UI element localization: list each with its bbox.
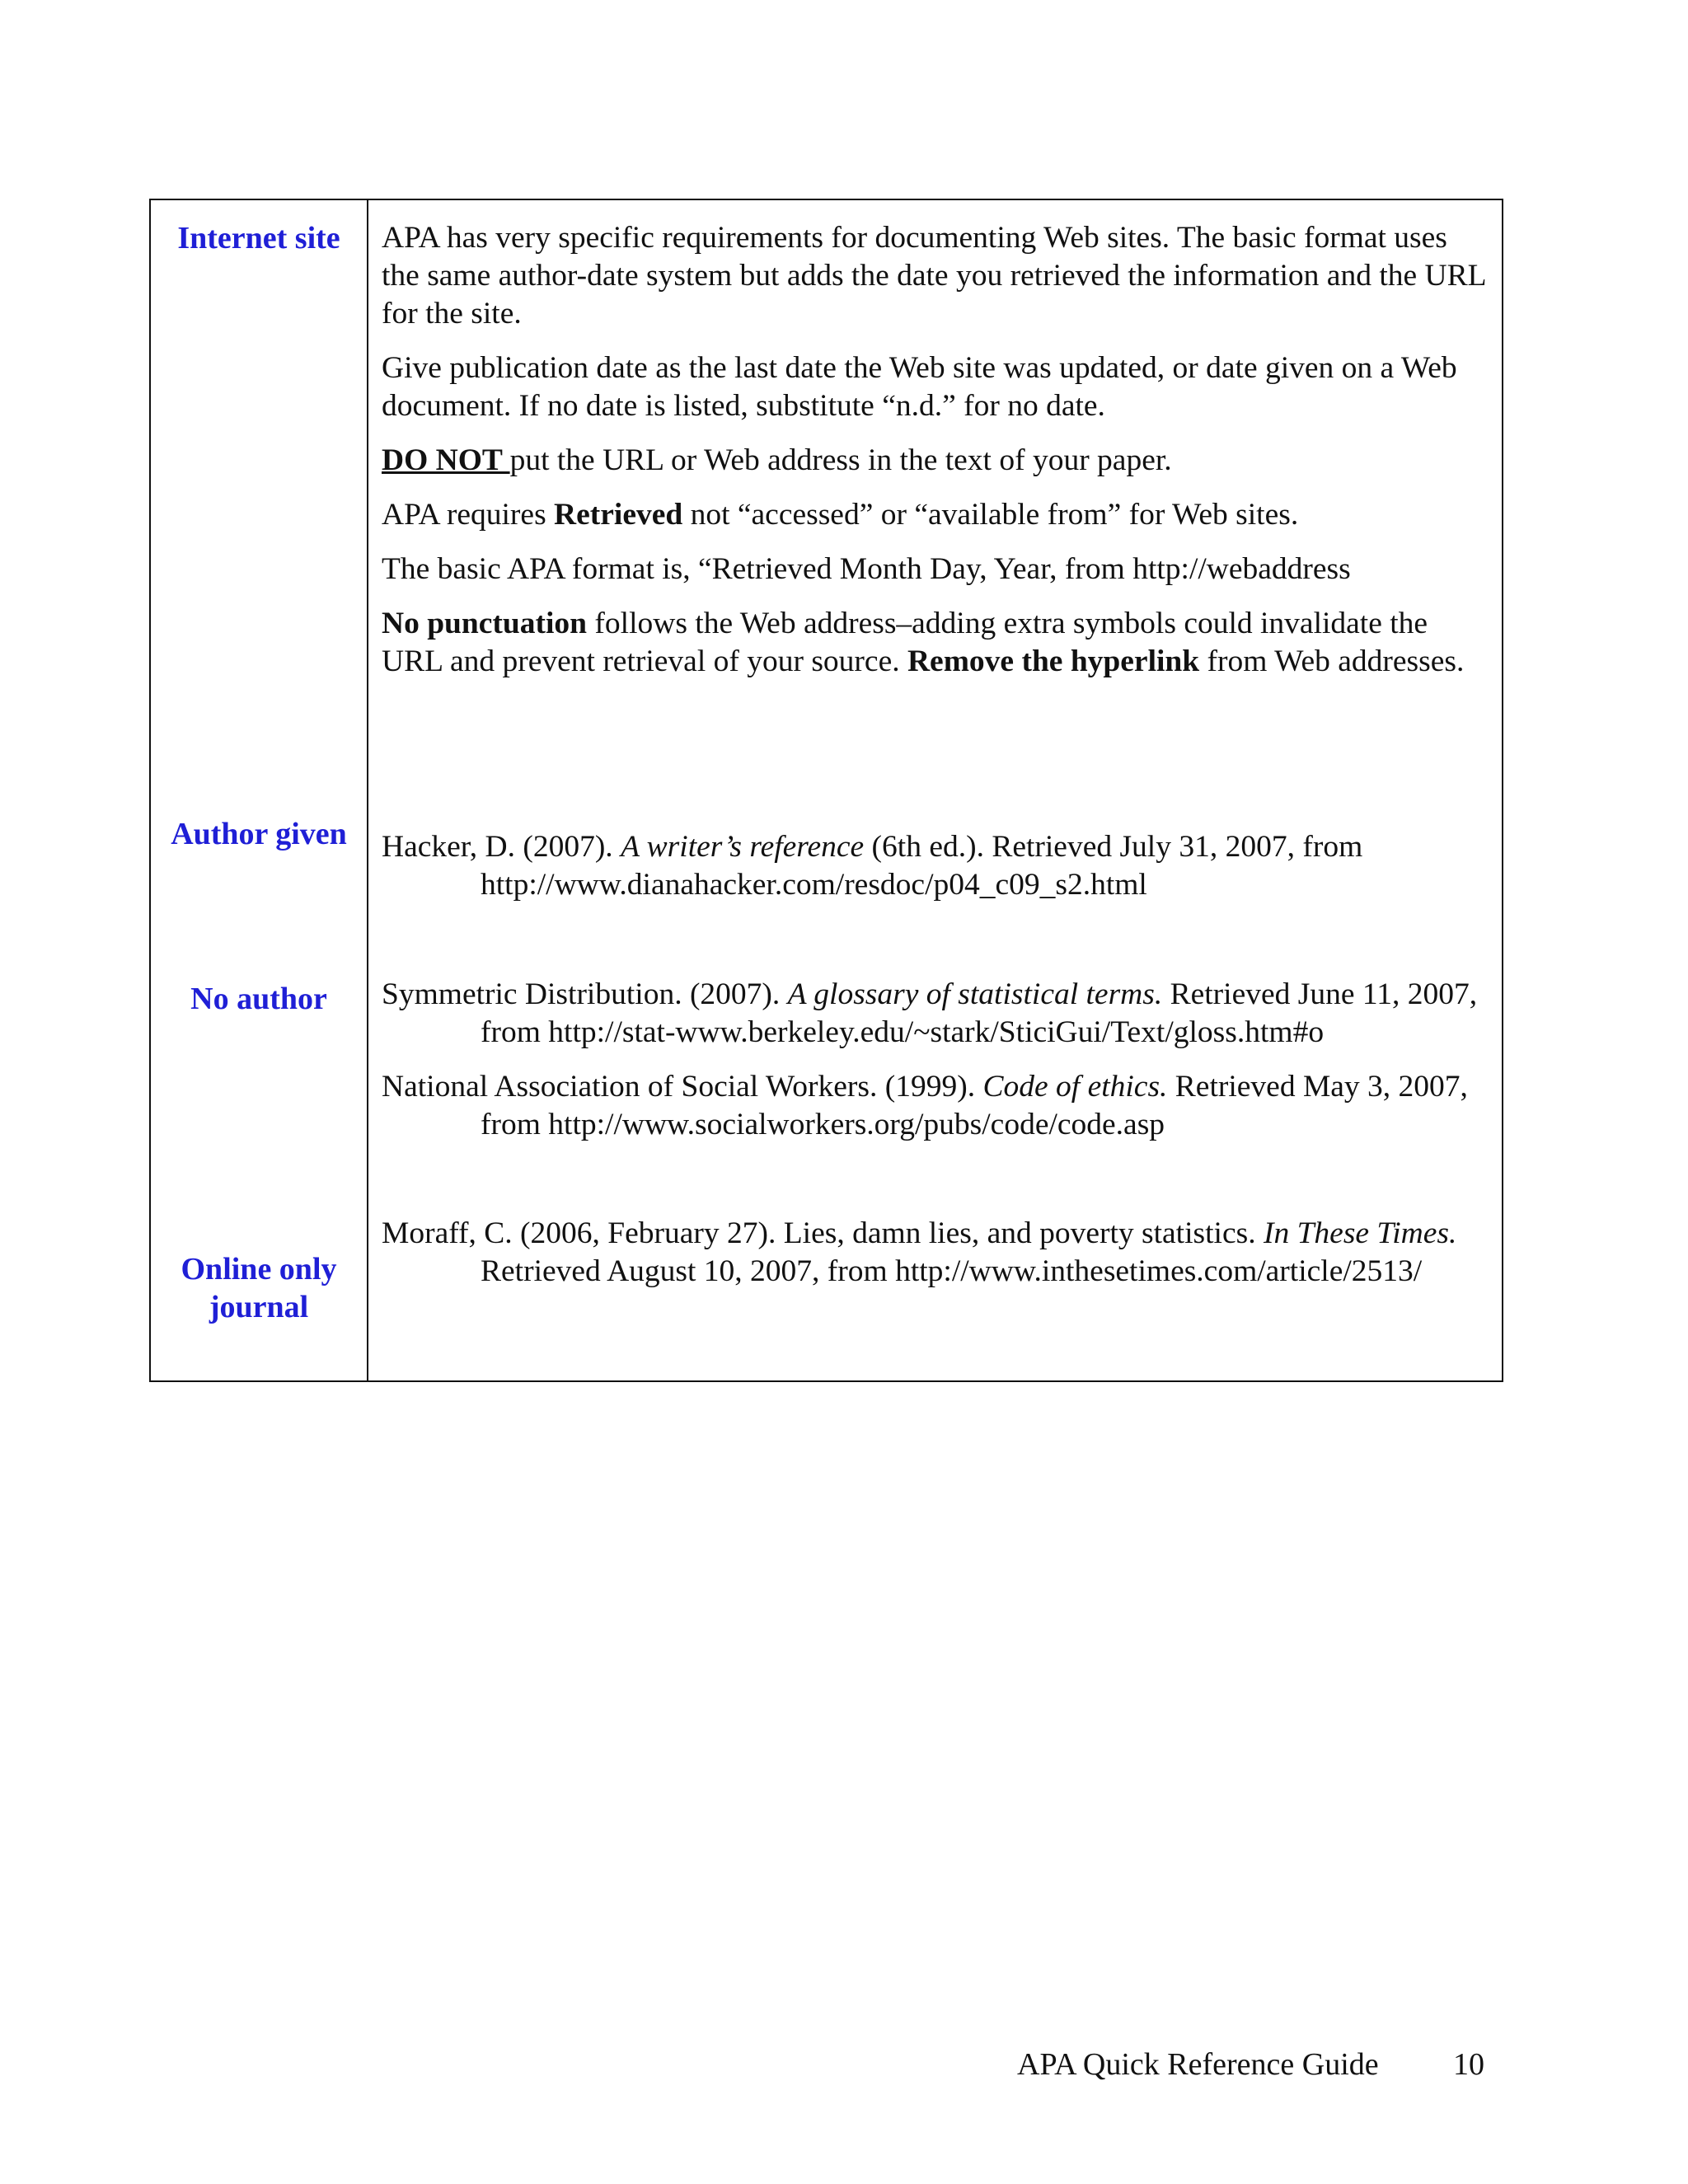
internet-site-description [382,219,1490,681]
reference-entry: Hacker, D. (2007). A writer’s reference (6th ed.). Retrieved July 31, 2007, from http://www.dianahacker.com/resdoc/p04_c09_s2.html [382,830,1363,902]
no-author-examples [382,976,1490,1144]
reference-entry: National Association of Social Workers. (1999). Code of ethics. Retrieved May 3, 2007, from http://www.socialworkers.org/pubs/code/code.asp [382,1070,1468,1141]
label-no-author: No author [190,982,327,1016]
label-internet-site: Internet site [177,221,340,255]
reference-entry: Moraff, C. (2006, February 27). Lies, damn lies, and poverty statistics. In These Times. Retrieved August 10, 2007, from http://www.inthesetimes.com/article/2513/ [382,1216,1457,1288]
internet-site-p1: APA has very specific requirements for documenting Web sites. The basic format uses the same author-date system but adds the date you retrieved the information and the URL for the site. [382,221,1486,330]
do-not-emphasis: DO NOT [382,443,510,477]
online-journal-example [382,1215,1490,1291]
footer-title: APA Quick Reference Guide [1017,2047,1379,2082]
internet-site-p5: The basic APA format is, “Retrieved Month Day, Year, from http://webaddress [382,552,1351,586]
page-number: 10 [1453,2047,1484,2082]
column-divider [367,200,368,1380]
label-author-given: Author given [171,817,347,851]
label-online-only-journal: Online only journal [181,1252,337,1324]
reference-entry: Symmetric Distribution. (2007). A glossary of statistical terms. Retrieved June 11, 2007, from http://stat-www.berkeley.edu/~stark/SticiGui/Text/gloss.htm#o [382,977,1478,1049]
internet-site-p3: DO NOT put the URL or Web address in the text of your paper. [382,443,1172,477]
internet-site-p4: APA requires Retrieved not “accessed” or “available from” for Web sites. [382,498,1299,532]
internet-site-p6: No punctuation follows the Web address–adding extra symbols could invalidate the URL and prevent retrieval of your source. Remove the hyperlink from Web addresses. [382,607,1465,678]
reference-table [149,199,1503,1382]
internet-site-p2: Give publication date as the last date the Web site was updated, or date given on a Web document. If no date is listed, substitute “n.d.” for no date. [382,351,1457,423]
author-given-example [382,828,1490,904]
